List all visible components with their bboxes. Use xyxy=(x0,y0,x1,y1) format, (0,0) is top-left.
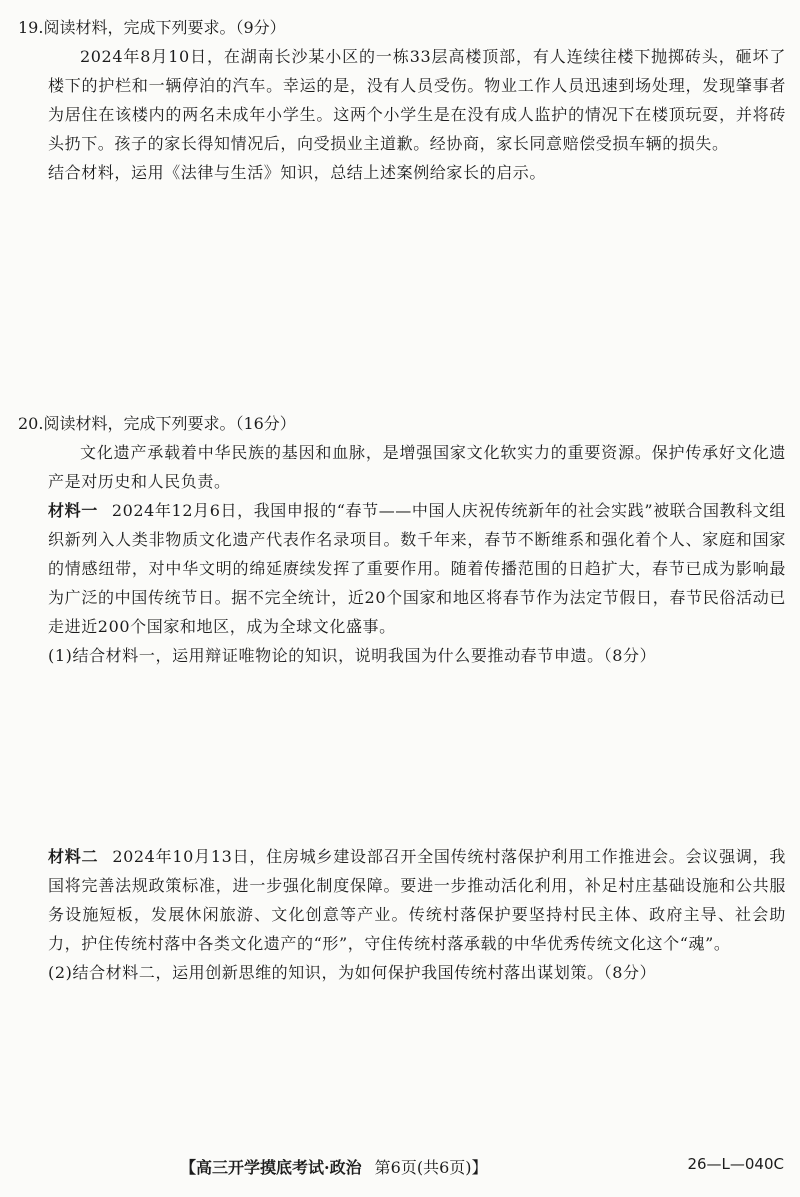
sub-question-1: (1)结合材料一，运用辩证唯物论的知识，说明我国为什么要推动春节申遗。（8分） xyxy=(48,646,657,665)
question-19-heading: 19.阅读材料，完成下列要求。（9分） xyxy=(18,18,286,37)
material-one-label: 材料一 xyxy=(48,501,98,520)
material-two-label: 材料二 xyxy=(48,847,99,866)
material-two-text: 2024年10月13日，住房城乡建设部召开全国传统村落保护利用工作推进会。会议强调，我国将完善法规政策标准，进一步强化制度保障。要进一步推动活化利用，补足村庄基础设施和公共服务设施短板，发展休闲旅游、文化创意等产业。传统村落保护要坚持村民主体、政府主导、社会助力，护住传统村落中各类文化遗产的“形”，守住传统村落承载的中华优秀传统文化这个“魂”。 xyxy=(48,847,786,953)
question-20-intro: 文化遗产承载着中华民族的基因和血脉，是增强国家文化软实力的重要资源。保护传承好文化遗产是对历史和人民负责。 xyxy=(48,443,786,491)
material-one xyxy=(18,496,786,641)
question-19 xyxy=(18,14,786,187)
page-footer xyxy=(0,1155,800,1185)
question-19-task: 结合材料，运用《法律与生活》知识，总结上述案例给家长的启示。 xyxy=(48,163,547,182)
footer-code: 26—L—040C xyxy=(687,1155,784,1173)
footer-exam-info xyxy=(180,1155,488,1178)
footer-exam-title: 【高三开学摸底考试·政治 xyxy=(180,1158,362,1177)
material-two xyxy=(18,842,786,958)
footer-page-info: 第6页(共6页)】 xyxy=(374,1158,488,1177)
question-19-material: 2024年8月10日，在湖南长沙某小区的一栋33层高楼顶部，有人连续往楼下抛掷砖头，砸坏了楼下的护栏和一辆停泊的汽车。幸运的是，没有人员受伤。物业工作人员迅速到场处理，发现肇事者为居住在该楼内的两名未成年小学生。这两个小学生是在没有成人监护的情况下在楼顶玩耍，并将砖头扔下。孩子的家长得知情况后，向受损业主道歉。经协商，家长同意赔偿受损车辆的损失。 xyxy=(48,47,786,153)
question-20 xyxy=(18,410,786,670)
question-20-part-2 xyxy=(18,842,786,987)
material-one-text: 2024年12月6日，我国申报的“春节——中国人庆祝传统新年的社会实践”被联合国教科文组织新列入人类非物质文化遗产代表作名录项目。数千年来，春节不断维系和强化着个人、家庭和国家的情感纽带，对中华文明的绵延赓续发挥了重要作用。随着传播范围的日趋扩大，春节已成为影响最为广泛的中国传统节日。据不完全统计，近20个国家和地区将春节作为法定节假日，春节民俗活动已走进近200个国家和地区，成为全球文化盛事。 xyxy=(48,501,786,636)
sub-question-2: (2)结合材料二，运用创新思维的知识，为如何保护我国传统村落出谋划策。（8分） xyxy=(48,963,657,982)
question-20-heading: 20.阅读材料，完成下列要求。（16分） xyxy=(18,414,296,433)
